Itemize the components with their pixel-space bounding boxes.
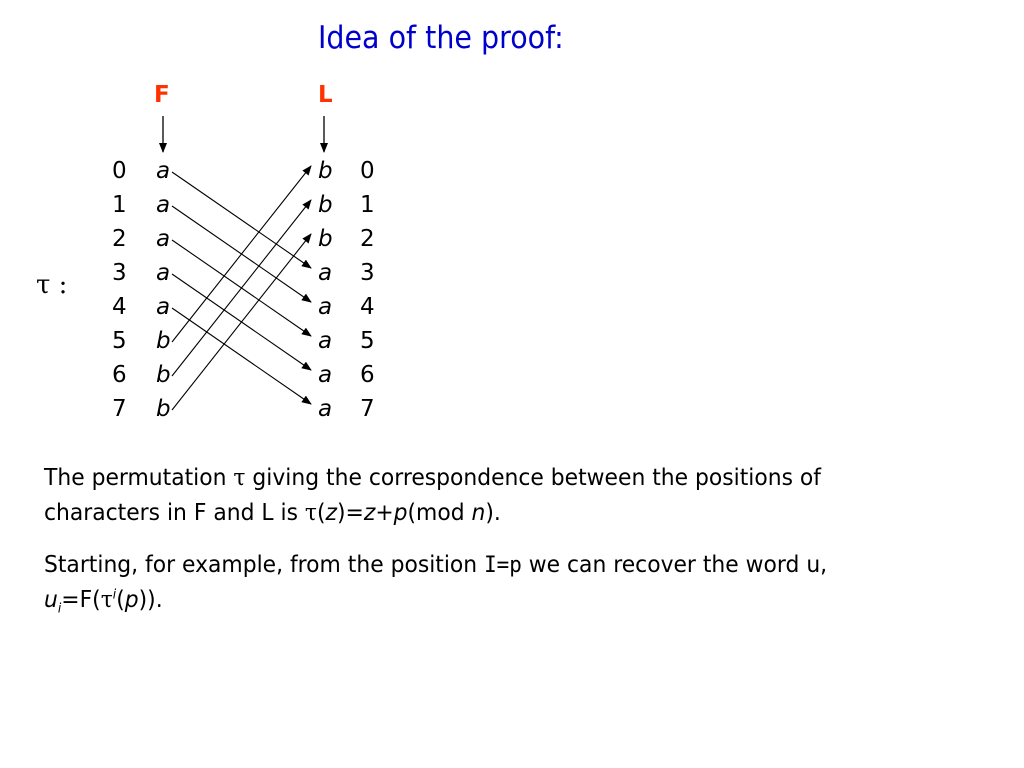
paragraph-recovery: Starting, for example, from the position I=p we can recover the word u, $u_i=F(\tau^i(p))$. (44, 552, 828, 617)
left-index: 7 (112, 396, 127, 422)
right-index: 1 (360, 192, 375, 218)
left-index: 6 (112, 362, 127, 388)
header-f: F (154, 82, 170, 108)
left-index: 1 (112, 192, 127, 218)
f-letter: a (156, 294, 171, 320)
l-letter: b (318, 192, 333, 218)
right-index: 3 (360, 260, 375, 286)
l-letter: b (318, 226, 333, 252)
l-letter: a (318, 260, 333, 286)
l-letter: a (318, 362, 333, 388)
l-letter: b (318, 158, 333, 184)
l-letter: a (318, 294, 333, 320)
l-letter: a (318, 396, 333, 422)
right-index: 0 (360, 158, 375, 184)
tau-symbol: τ (233, 465, 246, 491)
slide-title: Idea of the proof: (318, 20, 564, 56)
right-index: 2 (360, 226, 375, 252)
right-index: 6 (360, 362, 375, 388)
f-letter: a (156, 260, 171, 286)
left-index: 3 (112, 260, 127, 286)
tau-label: τ : (36, 270, 68, 300)
f-letter: a (156, 226, 171, 252)
left-index: 0 (112, 158, 127, 184)
f-letter: b (156, 362, 171, 388)
left-index: 5 (112, 328, 127, 354)
f-letter: a (156, 158, 171, 184)
position-expression: I=p (484, 553, 522, 578)
right-index: 7 (360, 396, 375, 422)
f-letter: a (156, 192, 171, 218)
left-index: 4 (112, 294, 127, 320)
header-l: L (318, 82, 333, 108)
f-letter: b (156, 396, 171, 422)
f-letter: b (156, 328, 171, 354)
right-index: 5 (360, 328, 375, 354)
paragraph-permutation: The permutation τ giving the correspondence between the positions of characters in F and L is τ(z)=z+p(mod n). (44, 465, 821, 526)
right-index: 4 (360, 294, 375, 320)
tau-symbol: τ (304, 500, 318, 526)
l-letter: a (318, 328, 333, 354)
left-index: 2 (112, 226, 127, 252)
tau-symbol: τ (100, 587, 113, 613)
